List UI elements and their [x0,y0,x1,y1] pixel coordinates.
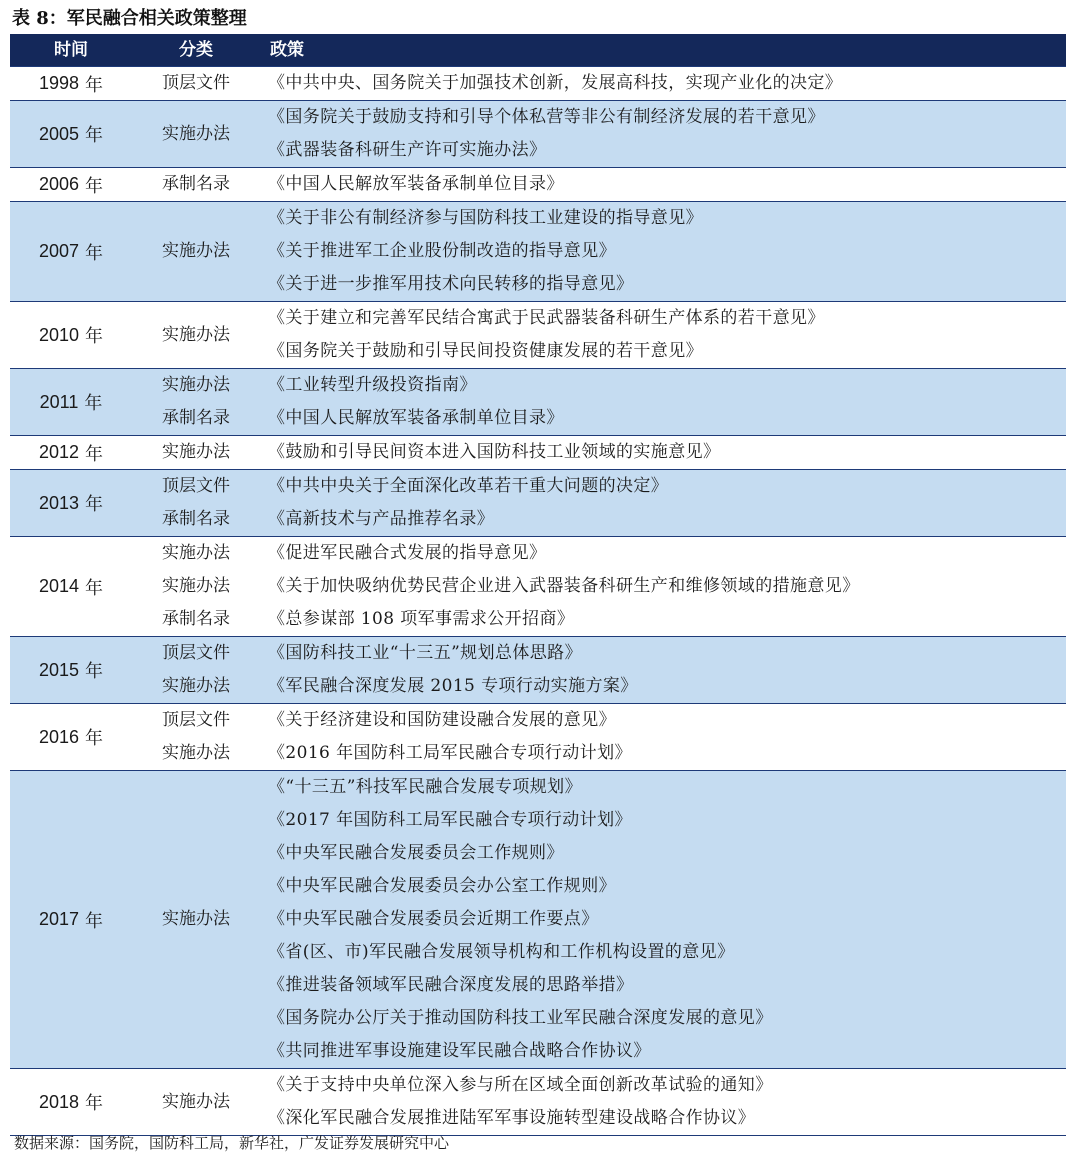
year-value: 2013 [38,492,80,513]
year-cell [10,202,132,301]
policy-item: 《中共中央关于全面深化改革若干重大问题的决定》 [268,476,669,496]
table-row [10,101,1066,168]
policy-item: 《国务院关于鼓励支持和引导个体私营等非公有制经济发展的若干意见》 [268,107,825,127]
policy-item: 《武器装备科研生产许可实施办法》 [268,140,547,160]
policy-cell [260,537,1066,636]
data-source: 数据来源：国务院，国防科工局，新华社，广发证券发展研究中心 [14,1134,450,1152]
header-time: 时间 [54,40,88,60]
policy-cell [260,470,1066,536]
policy-cell [260,1069,1066,1135]
year-cell [10,168,132,201]
policy-cell [260,704,1066,770]
table-row [10,302,1066,369]
category-label: 顶层文件 [162,710,230,730]
year-unit: 年 [85,242,104,264]
policy-item: 《工业转型升级投资指南》 [268,375,477,395]
year-cell [10,637,132,703]
category-label: 实施办法 [162,543,230,563]
policy-item: 《深化军民融合发展推进陆军军事设施转型建设战略合作协议》 [268,1108,756,1128]
policy-item: 《国务院关于鼓励和引导民间投资健康发展的若干意见》 [268,341,703,361]
category-label: 承制名录 [162,609,230,629]
policy-item: 《鼓励和引导民间资本进入国防科技工业领域的实施意见》 [268,442,721,462]
policy-cell [260,436,1066,469]
category-cell [132,771,260,1068]
policy-item: 《“十三五”科技军民融合发展专项规划》 [268,777,582,797]
category-cell [132,436,260,469]
policy-cell [260,67,1066,100]
year-cell [10,302,132,368]
category-cell [132,302,260,368]
category-cell [132,470,260,536]
year-unit: 年 [85,494,104,515]
header-category: 分类 [179,40,213,60]
year-unit: 年 [85,443,104,465]
policy-item: 《中国人民解放军装备承制单位目录》 [268,174,564,194]
category-cell [132,537,260,636]
policy-cell [260,168,1066,201]
policy-table [10,34,1066,1136]
policy-item: 《关于经济建设和国防建设融合发展的意见》 [268,710,616,730]
category-label: 顶层文件 [162,476,230,496]
policy-item: 《推进装备领域军民融合深度发展的思路举措》 [268,975,634,995]
category-cell [132,1069,260,1135]
year-value: 2016 [38,726,80,747]
category-label: 实施办法 [162,442,230,462]
category-label: 实施办法 [162,324,230,345]
table-row [10,704,1066,771]
year-value: 1998 [38,73,80,93]
year-unit: 年 [85,175,104,197]
year-value: 2011 [39,391,79,412]
policy-cell [260,101,1066,167]
category-label: 实施办法 [162,375,230,395]
table-row [10,1069,1066,1136]
table-header [10,34,1066,66]
category-cell [132,202,260,301]
table-row [10,66,1066,101]
year-unit: 年 [85,910,104,932]
policy-item: 《高新技术与产品推荐名录》 [268,509,495,529]
category-cell [132,704,260,770]
year-unit: 年 [85,1093,104,1114]
policy-item: 《中央军民融合发展委员会近期工作要点》 [268,909,599,929]
table-row [10,168,1066,202]
table-row [10,537,1066,637]
year-value: 2012 [38,442,80,462]
category-label: 实施办法 [162,743,230,763]
policy-item: 《2017 年国防科工局军民融合专项行动计划》 [268,810,632,830]
policy-item: 《中国人民解放军装备承制单位目录》 [268,408,564,428]
category-label: 实施办法 [162,909,230,929]
table-body [10,66,1066,1136]
year-value: 2014 [38,576,80,596]
policy-item: 《中共中央、国务院关于加强技术创新，发展高科技，实现产业化的决定》 [268,73,843,93]
category-label: 承制名录 [162,408,230,428]
table-row [10,202,1066,302]
policy-item: 《2016 年国防科工局军民融合专项行动计划》 [268,743,632,763]
policy-item: 《关于推进军工企业股份制改造的指导意见》 [268,241,616,261]
category-cell [132,369,260,435]
policy-item: 《中央军民融合发展委员会办公室工作规则》 [268,876,616,896]
year-value: 2005 [38,123,80,144]
year-cell [10,470,132,536]
year-cell [10,771,132,1068]
category-label: 实施办法 [162,576,230,596]
table-row [10,436,1066,470]
table-row [10,637,1066,704]
category-label: 承制名录 [162,509,230,529]
category-label: 实施办法 [162,1091,230,1112]
year-value: 2017 [38,909,80,929]
year-value: 2006 [38,174,80,194]
policy-item: 《总参谋部 108 项军事需求公开招商》 [268,609,575,629]
year-cell [10,704,132,770]
year-cell [10,369,132,435]
category-label: 实施办法 [162,123,230,144]
policy-item: 《关于加快吸纳优势民营企业进入武器装备科研生产和维修领域的措施意见》 [268,576,860,596]
year-value: 2007 [38,241,80,261]
category-label: 实施办法 [162,241,230,261]
table-caption: 表 8：军民融合相关政策整理 [12,8,247,29]
category-label: 顶层文件 [162,73,230,93]
policy-item: 《关于进一步推军用技术向民转移的指导意见》 [268,274,634,294]
year-cell [10,67,132,100]
policy-item: 《省(区、市)军民融合发展领导机构和工作机构设置的意见》 [268,942,735,962]
policy-cell [260,302,1066,368]
year-cell [10,537,132,636]
policy-item: 《关于非公有制经济参与国防科技工业建设的指导意见》 [268,208,703,228]
category-label: 实施办法 [162,676,230,696]
year-unit: 年 [85,326,104,347]
category-cell [132,101,260,167]
year-value: 2018 [38,1091,80,1112]
policy-cell [260,202,1066,301]
year-unit: 年 [85,728,104,749]
policy-cell [260,771,1066,1068]
year-unit: 年 [84,393,103,414]
policy-cell [260,637,1066,703]
policy-item: 《促进军民融合式发展的指导意见》 [268,543,547,563]
policy-item: 《共同推进军事设施建设军民融合战略合作协议》 [268,1041,651,1061]
year-unit: 年 [85,125,104,146]
year-unit: 年 [85,577,104,599]
year-cell [10,1069,132,1135]
category-label: 承制名录 [162,174,230,194]
policy-item: 《关于支持中央单位深入参与所在区域全面创新改革试验的通知》 [268,1075,773,1095]
category-cell [132,67,260,100]
category-cell [132,168,260,201]
policy-item: 《军民融合深度发展 2015 专项行动实施方案》 [268,676,638,696]
year-cell [10,101,132,167]
year-unit: 年 [85,74,104,96]
table-row [10,771,1066,1069]
policy-item: 《中央军民融合发展委员会工作规则》 [268,843,564,863]
table-row [10,369,1066,436]
category-cell [132,637,260,703]
policy-item: 《国务院办公厅关于推动国防科技工业军民融合深度发展的意见》 [268,1008,773,1028]
year-value: 2015 [38,659,80,680]
year-value: 2010 [38,324,80,345]
policy-item: 《国防科技工业“十三五”规划总体思路》 [268,643,582,663]
table-row [10,470,1066,537]
policy-cell [260,369,1066,435]
year-cell [10,436,132,469]
header-policy: 政策 [270,40,304,60]
year-unit: 年 [85,661,104,682]
policy-item: 《关于建立和完善军民结合寓武于民武器装备科研生产体系的若干意见》 [268,308,825,328]
category-label: 顶层文件 [162,643,230,663]
